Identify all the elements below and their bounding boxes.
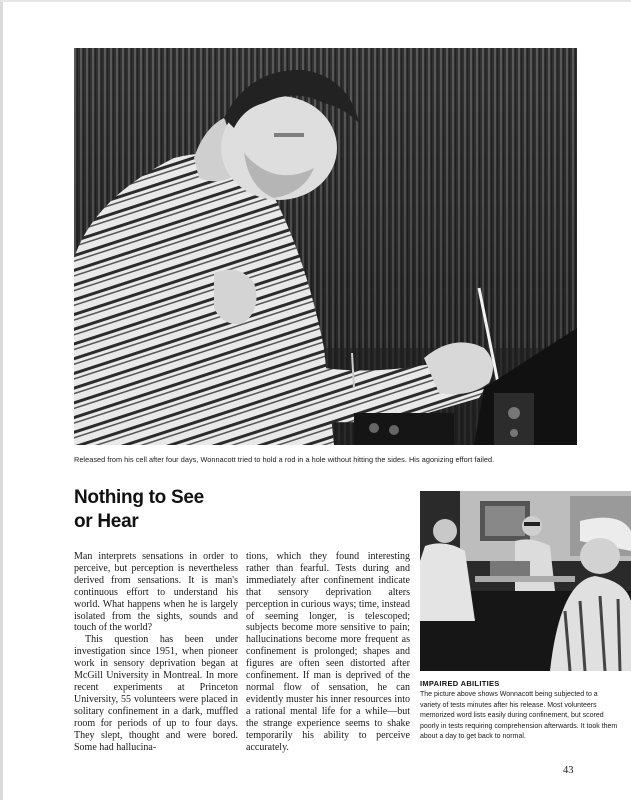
page-edge (0, 0, 3, 800)
paragraph-2-continued: tions, which they found interesting rather than fearful. Tests during and immediately after confinement indicate that sensory deprivation alters perception in curious ways; time, instead of seeming longer, is telescoped; subjects become more sensitive to pain; hallucinations become more frequent as confinement is prolonged; shapes and figures are often seen distorted after confinement. If man is deprived of the normal flow of sensation, he can evidently muster his inner resources into a rational mental life for a while—but the strange experience seems to shake temporarily his ability to perceive accurately. (246, 551, 410, 753)
headline-line-1: Nothing to See (74, 487, 204, 508)
article-column-1 (74, 551, 238, 753)
paragraph-1: Man interprets sensations in order to perceive, but perception is nevertheless derived from sensations. It is man's continuous effort to understand his world. What happens when he is largely isolated from the sights, sounds and touch of the world? (74, 551, 238, 634)
article-headline (74, 486, 274, 534)
main-photo-caption: Released from his cell after four days, Wonnacott tried to hold a rod in a hole without hitting the sides. His agonizing effort failed. (74, 455, 495, 464)
page-number: 43 (563, 765, 574, 776)
headline-line-2: or Hear (74, 511, 139, 532)
sidebar-heading: IMPAIRED ABILITIES (420, 679, 500, 688)
sidebar-caption: The picture above shows Wonnacott being subjected to a variety of tests minutes after his release. Most volunteers memorized word lists easily during confinement, but scored poorly in tests requiring comprehension afterwards. It took them about a day to get back to normal. (420, 691, 618, 741)
article-column-2 (246, 551, 410, 753)
paragraph-2: This question has been under investigation since 1951, when pioneer work in sensory deprivation began at McGill University in Montreal. In more recent experiments at Princeton University, 55 volunteers were placed in solitary confinement in a dark, muffled room for periods of up to four days. They slept, thought and were bored. Some had hallucina- (74, 634, 238, 753)
page-edge-top (0, 0, 631, 2)
main-photo (74, 48, 577, 445)
sidebar-photo (420, 491, 631, 671)
